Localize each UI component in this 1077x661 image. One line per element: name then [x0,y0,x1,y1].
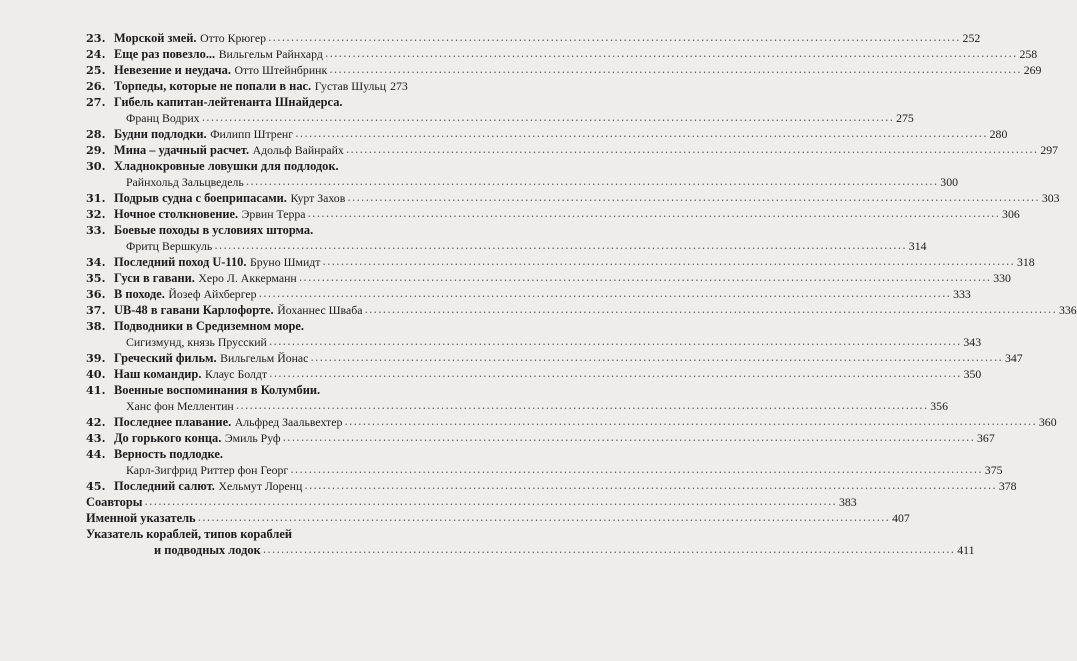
chapter-title: Гуси в гавани. [114,271,195,285]
toc-row [114,430,995,447]
chapter-author: Адольф Вайнрайх [252,143,344,157]
dot-leader [295,126,988,143]
page-number: 273 [390,79,408,93]
chapter-number: 44. [86,447,106,461]
toc-row [114,414,1057,431]
chapter-number: 38. [86,319,106,333]
back-matter-title: и подводных лодок [154,543,261,557]
chapter-text [114,78,386,95]
toc-line [86,222,396,238]
page-number: 330 [993,271,1011,285]
toc-line [86,110,914,126]
chapter-number: 41. [86,383,106,397]
chapter-text [114,350,308,367]
chapter-text [114,302,362,319]
toc-line [86,142,1059,158]
toc-entry [86,142,1059,158]
page-number: 336 [1058,303,1077,317]
dot-leader [214,238,907,254]
toc-entry [86,446,1003,478]
dot-leader [344,414,1037,431]
chapter-number: 39. [86,351,106,365]
chapter-title: Будни подлодки. [114,127,207,141]
page-number: 300 [940,175,958,189]
page-number: 343 [963,335,982,349]
back-matter-title: Указатель кораблей, типов кораблей [86,527,292,541]
toc-entry [86,430,995,446]
page-number: 407 [892,511,910,525]
chapter-author: Густав Шульц [314,79,387,93]
toc-entry [86,126,1008,142]
toc-line [86,174,958,190]
toc-entry [86,94,914,126]
page-number: 356 [930,399,948,413]
page-number: 297 [1040,143,1059,157]
toc-row [126,462,1003,478]
back-matter-title: Именной указатель [86,511,196,525]
toc-row [114,190,1060,207]
dot-leader [282,430,975,447]
toc-entry [86,478,1017,494]
toc-line [86,510,910,526]
chapter-text [114,190,345,207]
chapter-text [114,46,323,63]
toc-row [126,238,927,254]
chapter-author: Альфред Заальвехтер [234,415,343,429]
dot-leader [299,270,992,287]
toc-entry [86,254,1035,270]
chapter-title: Ночное столкновение. [114,207,239,221]
chapter-text [114,430,280,447]
toc-line [86,286,971,302]
toc-line [86,158,396,174]
toc-line [86,478,1017,494]
chapter-author: Филипп Штренг [210,127,294,141]
page-number: 303 [1041,191,1060,205]
dot-leader [304,478,997,495]
chapter-author: Йозеф Айхбергер [168,287,257,301]
toc-line [86,238,927,254]
toc-entry [86,206,1020,222]
chapter-title: Последнее плавание. [114,415,232,429]
chapter-text [114,254,320,271]
back-matter-entry [86,526,975,558]
toc-row [114,158,396,174]
toc-row [86,526,396,542]
toc-entry [86,318,982,350]
dot-leader [308,206,1001,223]
chapter-text [114,142,344,159]
toc-row [114,254,1035,271]
toc-row [126,174,958,190]
chapter-number: 34. [86,255,106,269]
chapter-author: Франц Водрих [126,111,200,125]
chapter-title: До горького конца. [114,431,222,445]
toc-line [86,462,1003,478]
chapter-author: Эрвин Терра [241,207,306,221]
page-number: 367 [977,431,995,445]
toc-line [86,398,948,414]
chapter-text [114,270,297,287]
toc-line [86,334,982,350]
page-number: 333 [953,287,971,301]
chapter-title: Последний салют. [114,479,215,493]
chapter-author: Сигизмунд, князь Прусский [126,335,267,349]
dot-leader [259,286,952,303]
toc-line [86,542,975,558]
toc-row [114,126,1008,143]
toc-line [86,414,1057,430]
chapter-author: Карл-Зигфрид Риттер фон Георг [126,463,289,477]
toc-line [86,446,396,462]
toc-line [86,350,1023,366]
page-number: 252 [962,31,981,45]
chapter-number: 37. [86,303,106,317]
chapter-title: Морской змей. [114,31,197,45]
chapter-number: 29. [86,143,106,157]
toc-entry [86,30,981,46]
toc-row [114,478,1017,495]
back-matter-entry [86,494,857,510]
chapter-number: 28. [86,127,106,141]
indent [92,542,154,558]
toc-row [126,398,948,414]
page-number: 378 [998,479,1017,493]
toc-entry [86,46,1038,62]
toc-row [114,366,982,383]
dot-leader [322,254,1015,271]
chapter-title: Боевые походы в условиях шторма. [114,223,314,237]
toc-entry [86,222,927,254]
chapter-number: 36. [86,287,106,301]
toc-line [86,206,1020,222]
dot-leader [269,366,962,383]
chapter-author: Йоханнес Шваба [277,303,363,317]
chapter-author: Фритц Вершкуль [126,239,213,253]
chapter-number: 24. [86,47,106,61]
toc-entry [86,62,1042,78]
toc-row [114,446,396,462]
chapter-number: 33. [86,223,106,237]
toc-row [114,142,1059,159]
chapter-text [114,414,342,431]
chapter-title: Наш командир. [114,367,202,381]
toc-row [114,318,396,334]
chapter-number: 25. [86,63,106,77]
chapter-author: Хельмут Лоренц [218,479,303,493]
toc-entry [86,190,1060,206]
page-number: 318 [1016,255,1035,269]
toc-entry [86,382,948,414]
toc-entry [86,366,982,382]
chapter-author: Херо Л. Аккерманн [198,271,297,285]
chapter-title: Мина – удачный расчет. [114,143,250,157]
chapter-text [114,286,257,303]
chapter-number: 23. [86,31,106,45]
toc-entry [86,302,1077,318]
chapter-text [114,126,293,143]
chapter-title: Невезение и неудача. [114,63,231,77]
chapter-number: 35. [86,271,106,285]
toc-row [114,78,408,95]
chapter-text [114,62,327,79]
toc-row [114,270,1011,287]
toc-line [86,430,995,446]
toc-row [92,542,975,558]
back-matter-title: Соавторы [86,495,143,509]
toc-line [86,46,1038,62]
page-number: 375 [984,463,1003,477]
chapter-title: Подводники в Средиземном море. [114,319,304,333]
chapter-number: 40. [86,367,106,381]
page-number: 360 [1038,415,1057,429]
toc-row [114,30,981,47]
chapter-title: Греческий фильм. [114,351,217,365]
toc-line [86,94,396,110]
toc-row [126,334,982,350]
chapter-title: Верность подлодке. [114,447,223,461]
chapter-title: Еще раз повезло... [114,47,216,61]
page-number: 280 [989,127,1008,141]
dot-leader [246,174,939,190]
table-of-contents [86,30,1077,558]
page-number: 258 [1019,47,1038,61]
chapter-title: Хладнокровные ловушки для подлодок. [114,159,339,173]
page-number: 306 [1002,207,1020,221]
chapter-author: Отто Штейнбринк [234,63,328,77]
chapter-title: Последний поход U-110. [114,255,247,269]
toc-line [86,302,1077,318]
page-number: 383 [838,495,857,509]
toc-line [86,494,857,510]
toc-row [114,302,1077,319]
toc-row [86,510,910,526]
toc-entry [86,286,971,302]
dot-leader [329,62,1022,79]
chapter-author: Отто Крюгер [200,31,266,45]
dot-leader [202,110,895,126]
toc-entry [86,350,1023,366]
back-matter-entry [86,510,910,526]
dot-leader [347,190,1040,207]
dot-leader [290,462,983,478]
toc-row [114,382,396,398]
chapter-number: 26. [86,79,106,93]
page-number: 275 [896,111,914,125]
chapter-number: 43. [86,431,106,445]
chapter-number: 27. [86,95,106,109]
chapter-author: Вильгельм Райнхард [218,47,323,61]
chapter-number: 31. [86,191,106,205]
toc-row [114,350,1023,367]
chapter-number: 42. [86,415,106,429]
chapter-number: 32. [86,207,106,221]
toc-line [86,526,396,542]
toc-row [114,46,1038,63]
toc-line [86,318,396,334]
dot-leader [325,46,1018,63]
page-number: 350 [963,367,982,381]
toc-line [86,382,396,398]
toc-line [86,30,981,46]
chapter-title: Торпеды, которые не попали в нас. [114,79,312,93]
chapter-author: Клаус Болдт [204,367,268,381]
chapter-text [114,30,266,47]
chapter-author: Эмиль Руф [224,431,281,445]
toc-entry [86,270,1011,286]
toc-line [86,254,1035,270]
page-number: 347 [1004,351,1023,365]
page-number: 269 [1023,63,1042,77]
dot-leader [269,334,962,350]
dot-leader [263,542,956,558]
chapter-author: Вильгельм Йонас [220,351,309,365]
toc-line [86,270,1011,286]
toc-row [114,94,396,110]
dot-leader [144,494,837,510]
chapter-title: Подрыв судна с боеприпасами. [114,191,287,205]
dot-leader [236,398,929,414]
chapter-author: Райнхольд Зальцведель [126,175,244,189]
toc-row [86,494,857,510]
chapter-author: Бруно Шмидт [250,255,321,269]
chapter-title: UB-48 в гавани Карлофорте. [114,303,274,317]
page-number: 411 [957,543,975,557]
toc-line [86,366,982,382]
dot-leader [198,510,891,526]
toc-row [126,110,914,126]
chapter-number: 45. [86,479,106,493]
chapter-author: Курт Захов [290,191,346,205]
dot-leader [346,142,1039,159]
chapter-author: Ханс фон Меллентин [126,399,234,413]
toc-entry [86,158,958,190]
toc-line [86,190,1060,206]
chapter-number: 30. [86,159,106,173]
chapter-title: Гибель капитан-лейтенанта Шнайдерса. [114,95,343,109]
dot-leader [268,30,961,47]
chapter-text [114,366,267,383]
dot-leader [310,350,1003,367]
toc-row [114,222,396,238]
toc-row [114,62,1042,79]
toc-line [86,126,1008,142]
toc-line [86,62,1042,78]
page-number: 314 [908,239,927,253]
toc-entry [86,78,408,94]
toc-line [86,78,408,94]
toc-row [114,206,1020,223]
toc-row [114,286,971,303]
toc-entry [86,414,1057,430]
dot-leader [364,302,1057,319]
chapter-title: В походе. [114,287,165,301]
chapter-text [114,478,302,495]
chapter-text [114,206,306,223]
chapter-title: Военные воспоминания в Колумбии. [114,383,321,397]
